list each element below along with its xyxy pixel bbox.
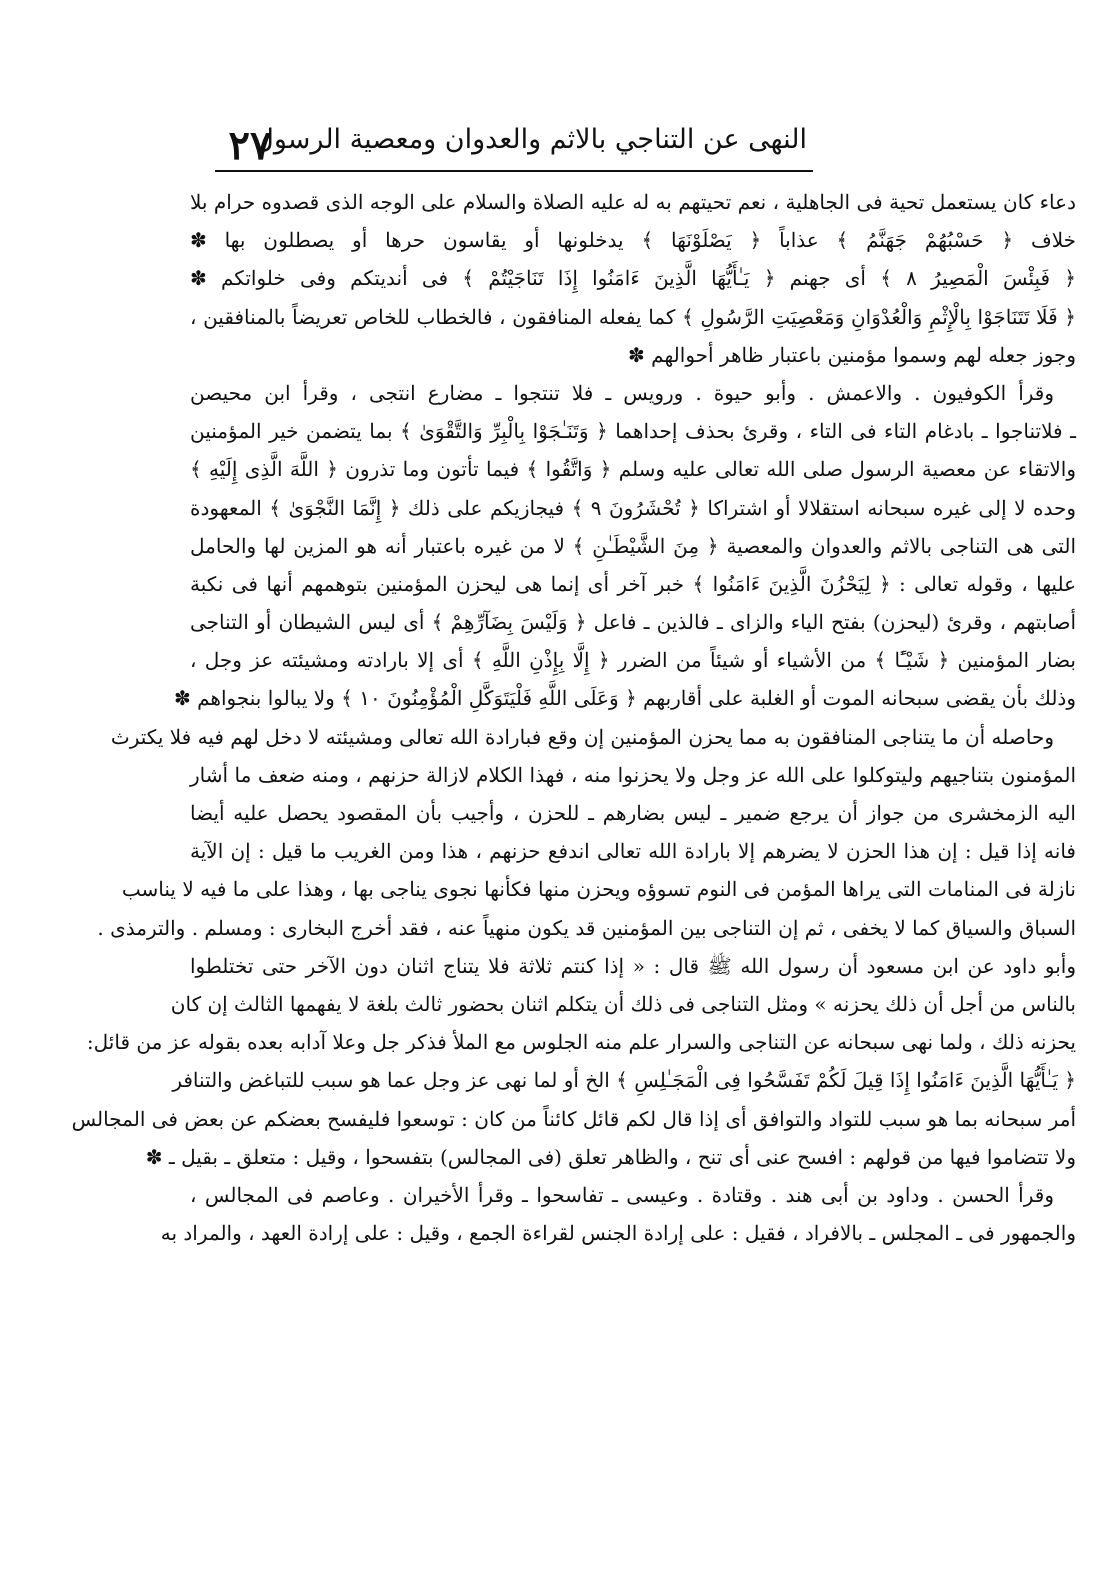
- text-line: السباق والسياق كما لا يخفى ، ثم إن التناجى بين المؤمنين قد يكون منهياً عنه ، فقد أخرج البخارى : ومسلم . والترمذى .: [97, 915, 1076, 940]
- page-number: ٢٧: [228, 122, 272, 169]
- text-line: ـ فلاتناجوا ـ بادغام التاء فى التاء ، وقرئ بحذف إحداهما ﴿ وَتَنَـٰجَوْا بِالْبِرِّ وَالتَّقْوَىٰ ﴾ بما يتضمن خير المؤمنين: [190, 419, 1076, 444]
- text-line: ﴿ فَبِئْسَ الْمَصِيرُ ٨ ﴾ أى جهنم ﴿ يَـٰأَيُّهَا الَّذِينَ ءَامَنُوا إِذَا تَنَاجَيْتُمْ ﴾ فى أنديتكم وفى خلواتكم ✽: [190, 266, 1077, 291]
- text-line: ﴿ فَلَا تَتَنَاجَوْا بِالْإِثْمِ وَالْعُدْوَانِ وَمَعْصِيَتِ الرَّسُولِ ﴾ كما يفعله المنافقون ، فالخطاب للخاص تعريضاً بالمنافقين ،: [190, 304, 1076, 329]
- text-line: عليها ، وقوله تعالى : ﴿ لِيَحْزُنَ الَّذِينَ ءَامَنُوا ﴾ خبر آخر أى إنما هى ليحزن المؤمنين بتوهمهم أنها فى نكبة: [190, 571, 1076, 596]
- text-line: بالناس من أجل أن ذلك يحزنه » ومثل التناجى فى ذلك أن يتكلم اثنان بحضور ثالث بلغة لا يفهمها الثالث إن كان: [170, 991, 1076, 1016]
- text-line: بضار المؤمنين ﴿ شَيْـًٔا ﴾ من الأشياء أو شيئاً من الضرر ﴿ إِلَّا بِإِذْنِ اللَّهِ ﴾ أى إلا بارادته ومشيئته عز وجل ،: [190, 648, 1076, 673]
- text-line: يحزنه ذلك ، ولما نهى سبحانه عن التناجى والسرار علم منه الجلوس مع الملأ فذكر جل وعلا آدابه بعده بقوله عز من قائل:: [86, 1030, 1076, 1055]
- text-line: وقرأ الحسن . وداود بن أبى هند . وقتادة . وعيسى ـ تفاسحوا ـ وقرأ الأخيران . وعاصم فى المجالس ،: [190, 1182, 1054, 1207]
- text-line: وذلك بأن يقضى سبحانه الموت أو الغلبة على أقاربهم ﴿ وَعَلَى اللَّهِ فَلْيَتَوَكَّلِ الْمُؤْمِنُونَ ١٠ ﴾ ولا يبالوا بنجواهم ✽: [173, 686, 1076, 711]
- body-text: [71, 183, 1077, 1252]
- text-line: والجمهور فى ـ المجلس ـ بالافراد ، فقيل : على إرادة الجنس لقراءة الجمع ، وقيل : على إرادة العهد ، والمراد به: [160, 1221, 1076, 1246]
- text-line: أصابتهم ، وقرئ (ليحزن) بفتح الياء والزاى ـ فالذين ـ فاعل ﴿ وَلَيْسَ بِضَآرِّهِمْ ﴾ أى ليس الشيطان أو التناجى: [190, 610, 1076, 635]
- text-line: أمر سبحانه بما هو سبب للتواد والتوافق أى إذا قال لكم قائل كائناً من كان : توسعوا فليفسح بعضكم عن بعض فى المجالس: [71, 1106, 1076, 1131]
- text-line: فانه إذا قيل : إن هذا الحزن لا يضرهم إلا بارادة الله تعالى اندفع حزنهم ، هذا ومن الغريب ما قيل : إن الآية: [190, 839, 1076, 864]
- text-line: وجوز جعله لهم وسموا مؤمنين باعتبار ظاهر أحوالهم ✽: [628, 342, 1076, 367]
- text-line: دعاء كان يستعمل تحية فى الجاهلية ، نعم تحيتهم به له عليه الصلاة والسلام على الوجه الذى قصدوه حرام بلا: [190, 190, 1076, 214]
- text-line: والاتقاء عن معصية الرسول صلى الله تعالى عليه وسلم ﴿ وَاتَّقُوا ﴾ فيما تأتون وما تذرون ﴿ اللَّهَ الَّذِى إِلَيْهِ ﴾: [190, 457, 1076, 482]
- running-title: النهى عن التناجي بالاثم والعدوان ومعصية الرسول: [254, 124, 807, 155]
- text-line: وحده لا إلى غيره سبحانه استقلالا أو اشتراكا ﴿ تُحْشَرُونَ ٩ ﴾ فيجازيكم على ذلك ﴿ إِنَّمَا النَّجْوَىٰ ﴾ المعهودة: [190, 495, 1077, 520]
- text-line: وأبو داود عن ابن مسعود أن رسول الله ﷺ قال : « إذا كنتم ثلاثة فلا يتناج اثنان دون الآخر حتى تختلطوا: [190, 953, 1076, 978]
- text-line: التى هى التناجى بالاثم والعدوان والمعصية ﴿ مِنَ الشَّيْطَـٰنِ ﴾ لا من غيره باعتبار أنه هو المزين لها والحامل: [190, 533, 1076, 558]
- text-line: وقرأ الكوفيون . والاعمش . وأبو حيوة . ورويس ـ فلا تنتجوا ـ مضارع انتجى ، وقرأ ابن محيصن: [190, 380, 1054, 405]
- text-line: المؤمنون بتناجيهم وليتوكلوا على الله عز وجل ولا يحزنوا منه ، فهذا الكلام لازالة حزنهم ، ومنه ضعف ما أشار: [190, 762, 1077, 787]
- text-line: ولا تتضاموا فيها من قولهم : افسح عنى أى تنح ، والظاهر تعلق (فى المجالس) بتفسحوا ، وقيل : متعلق ـ بقيل ـ ✽: [145, 1144, 1076, 1169]
- text-line: خلاف ﴿ حَسْبُهُمْ جَهَنَّمُ ﴾ عذاباً ﴿ يَصْلَوْنَهَا ﴾ يدخلونها أو يقاسون حرها أو يصطلون بها ✽: [190, 228, 1076, 253]
- text-line: نازلة فى المنامات التى يراها المؤمن فى النوم تسوؤه ويحزن منها فكأنها نجوى يناجى بها ، وهذا على ما فيه لا يناسب: [121, 877, 1076, 902]
- text-line: وحاصله أن ما يتناجى المنافقون به مما يحزن المؤمنين إن وقع فبارادة الله تعالى ومشيئته لا دخل لهم فيه فلا يكترث: [110, 724, 1054, 749]
- page-header: [215, 118, 813, 172]
- text-line: اليه الزمخشرى من جواز أن يرجع ضمير ـ ليس بضارهم ـ للحزن ، وأجيب بأن المقصود يحصل عليه أيضا: [190, 801, 1076, 825]
- text-line: ﴿ يَـٰأَيُّهَا الَّذِينَ ءَامَنُوا إِذَا قِيلَ لَكُمْ تَفَسَّحُوا فِى الْمَجَـٰلِسِ ﴾ الخ أو لما نهى عز وجل عما هو سبب للتباغض والتنافر: [172, 1068, 1076, 1093]
